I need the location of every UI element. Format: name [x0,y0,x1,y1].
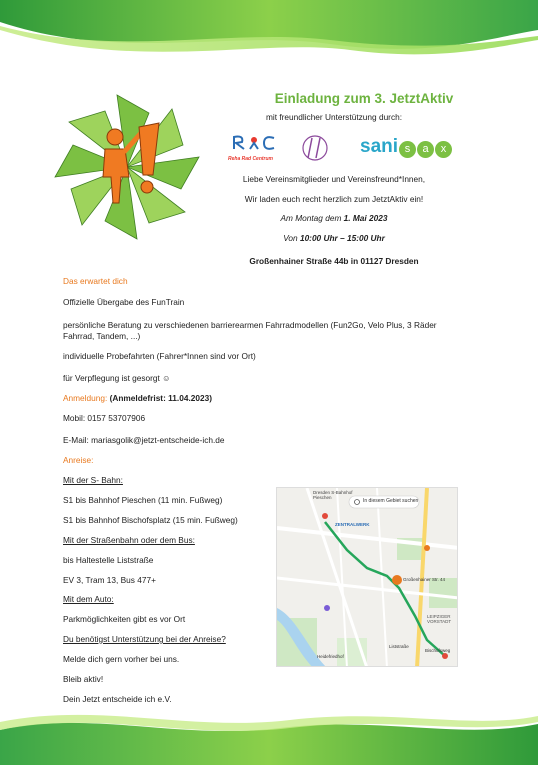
map-label-bottom-left: Heidefriedhof [317,654,344,659]
time-prefix: Von [283,233,300,243]
expect-item-2: persönliche Beratung zu verschiedenen barrierearmen Fahrradmodellen (Fun2Go, Velo Plus, 3 Räder [63,320,437,330]
expect-heading: Das erwartet dich [63,276,128,286]
sbahn-heading: Mit der S- Bahn: [63,475,123,485]
closing-line-1: Bleib aktiv! [63,674,104,684]
map-search-input[interactable]: In diesem Gebiet suchen [363,498,419,504]
support-heading: Du benötigst Unterstützung bei der Anreise? [63,634,226,644]
sax-circle-x: x [435,141,452,158]
registration-deadline: (Anmeldefrist: 11.04.2023) [109,393,212,403]
sbahn-option-1: S1 bis Bahnhof Pieschen (11 min. Fußweg) [63,495,223,505]
map-label-district: LEIPZIGER VORSTADT [427,614,452,624]
date-prefix: Am Montag dem [280,213,344,223]
sani-text: sani [360,136,399,157]
support-line: mit freundlicher Unterstützung durch: [265,112,403,122]
event-time [200,233,468,243]
sanisax-logo [360,136,452,158]
tram-option-2: EV 3, Tram 13, Bus 477+ [63,575,156,585]
support-text: Melde dich gern vorher bei uns. [63,654,180,664]
top-wave-decoration [0,0,538,70]
sax-circle-s: s [399,141,416,158]
jetzt-entscheide-ich-logo [300,132,330,164]
rrc-logo-icon [228,133,280,153]
expect-item-1: Offizielle Übergabe des FunTrain [63,297,185,307]
map-label-station: Dresden S-Bahnhof Pieschen [313,490,353,500]
invite-text: Wir laden euch recht herzlich zum JetztAktiv ein! [244,194,424,204]
map-label-bischofsweg: Bischofsweg [425,648,451,653]
rrc-name: Reha Rad Centrum [228,156,274,162]
event-date [200,213,468,223]
registration-line [63,393,212,403]
tram-heading: Mit der Straßenbahn oder dem Bus: [63,535,195,545]
date-value: 1. Mai 2023 [343,213,388,223]
map-label-zentralwerk: ZENTRALWERK [335,522,370,527]
registration-label: Anmeldung: [63,393,108,403]
travel-heading: Anreise: [63,455,94,465]
greeting-text: Liebe Vereinsmitglieder und Vereinsfreund*Innen, [242,174,426,184]
jetzt-aktiv-pinwheel-logo [52,94,202,240]
event-address: Großenhainer Straße 44b in 01127 Dresden [249,256,419,266]
route-map[interactable] [276,487,458,667]
expect-item-4: für Verpflegung ist gesorgt ☺ [63,373,171,383]
tram-option-1: bis Haltestelle Liststraße [63,555,154,565]
map-label-destination: Großenhainer Str. 44 [403,577,446,582]
expect-item-3: individuelle Probefahrten (Fahrer*Innen sind vor Ort) [63,351,256,361]
contact-email[interactable]: E-Mail: mariasgolik@jetzt-entscheide-ich.de [63,435,225,445]
sbahn-option-2: S1 bis Bahnhof Bischofsplatz (15 min. Fußweg) [63,515,238,525]
page-title: Einladung zum 3. JetztAktiv [274,91,454,106]
car-heading: Mit dem Auto: [63,594,114,604]
contact-mobile: Mobil: 0157 53707906 [63,413,146,423]
map-label-stop: Liststraße [389,644,409,649]
car-option-1: Parkmöglichkeiten gibt es vor Ort [63,614,186,624]
time-value: 10:00 Uhr – 15:00 Uhr [299,233,385,243]
sax-circle-a: a [417,141,434,158]
expect-item-2-cont: Fahrrad, Tandem, ...) [63,331,141,341]
reha-rad-centrum-logo [228,133,280,163]
bottom-wave-decoration [0,700,538,765]
closing-line-2: Dein Jetzt entscheide ich e.V. [63,694,172,704]
